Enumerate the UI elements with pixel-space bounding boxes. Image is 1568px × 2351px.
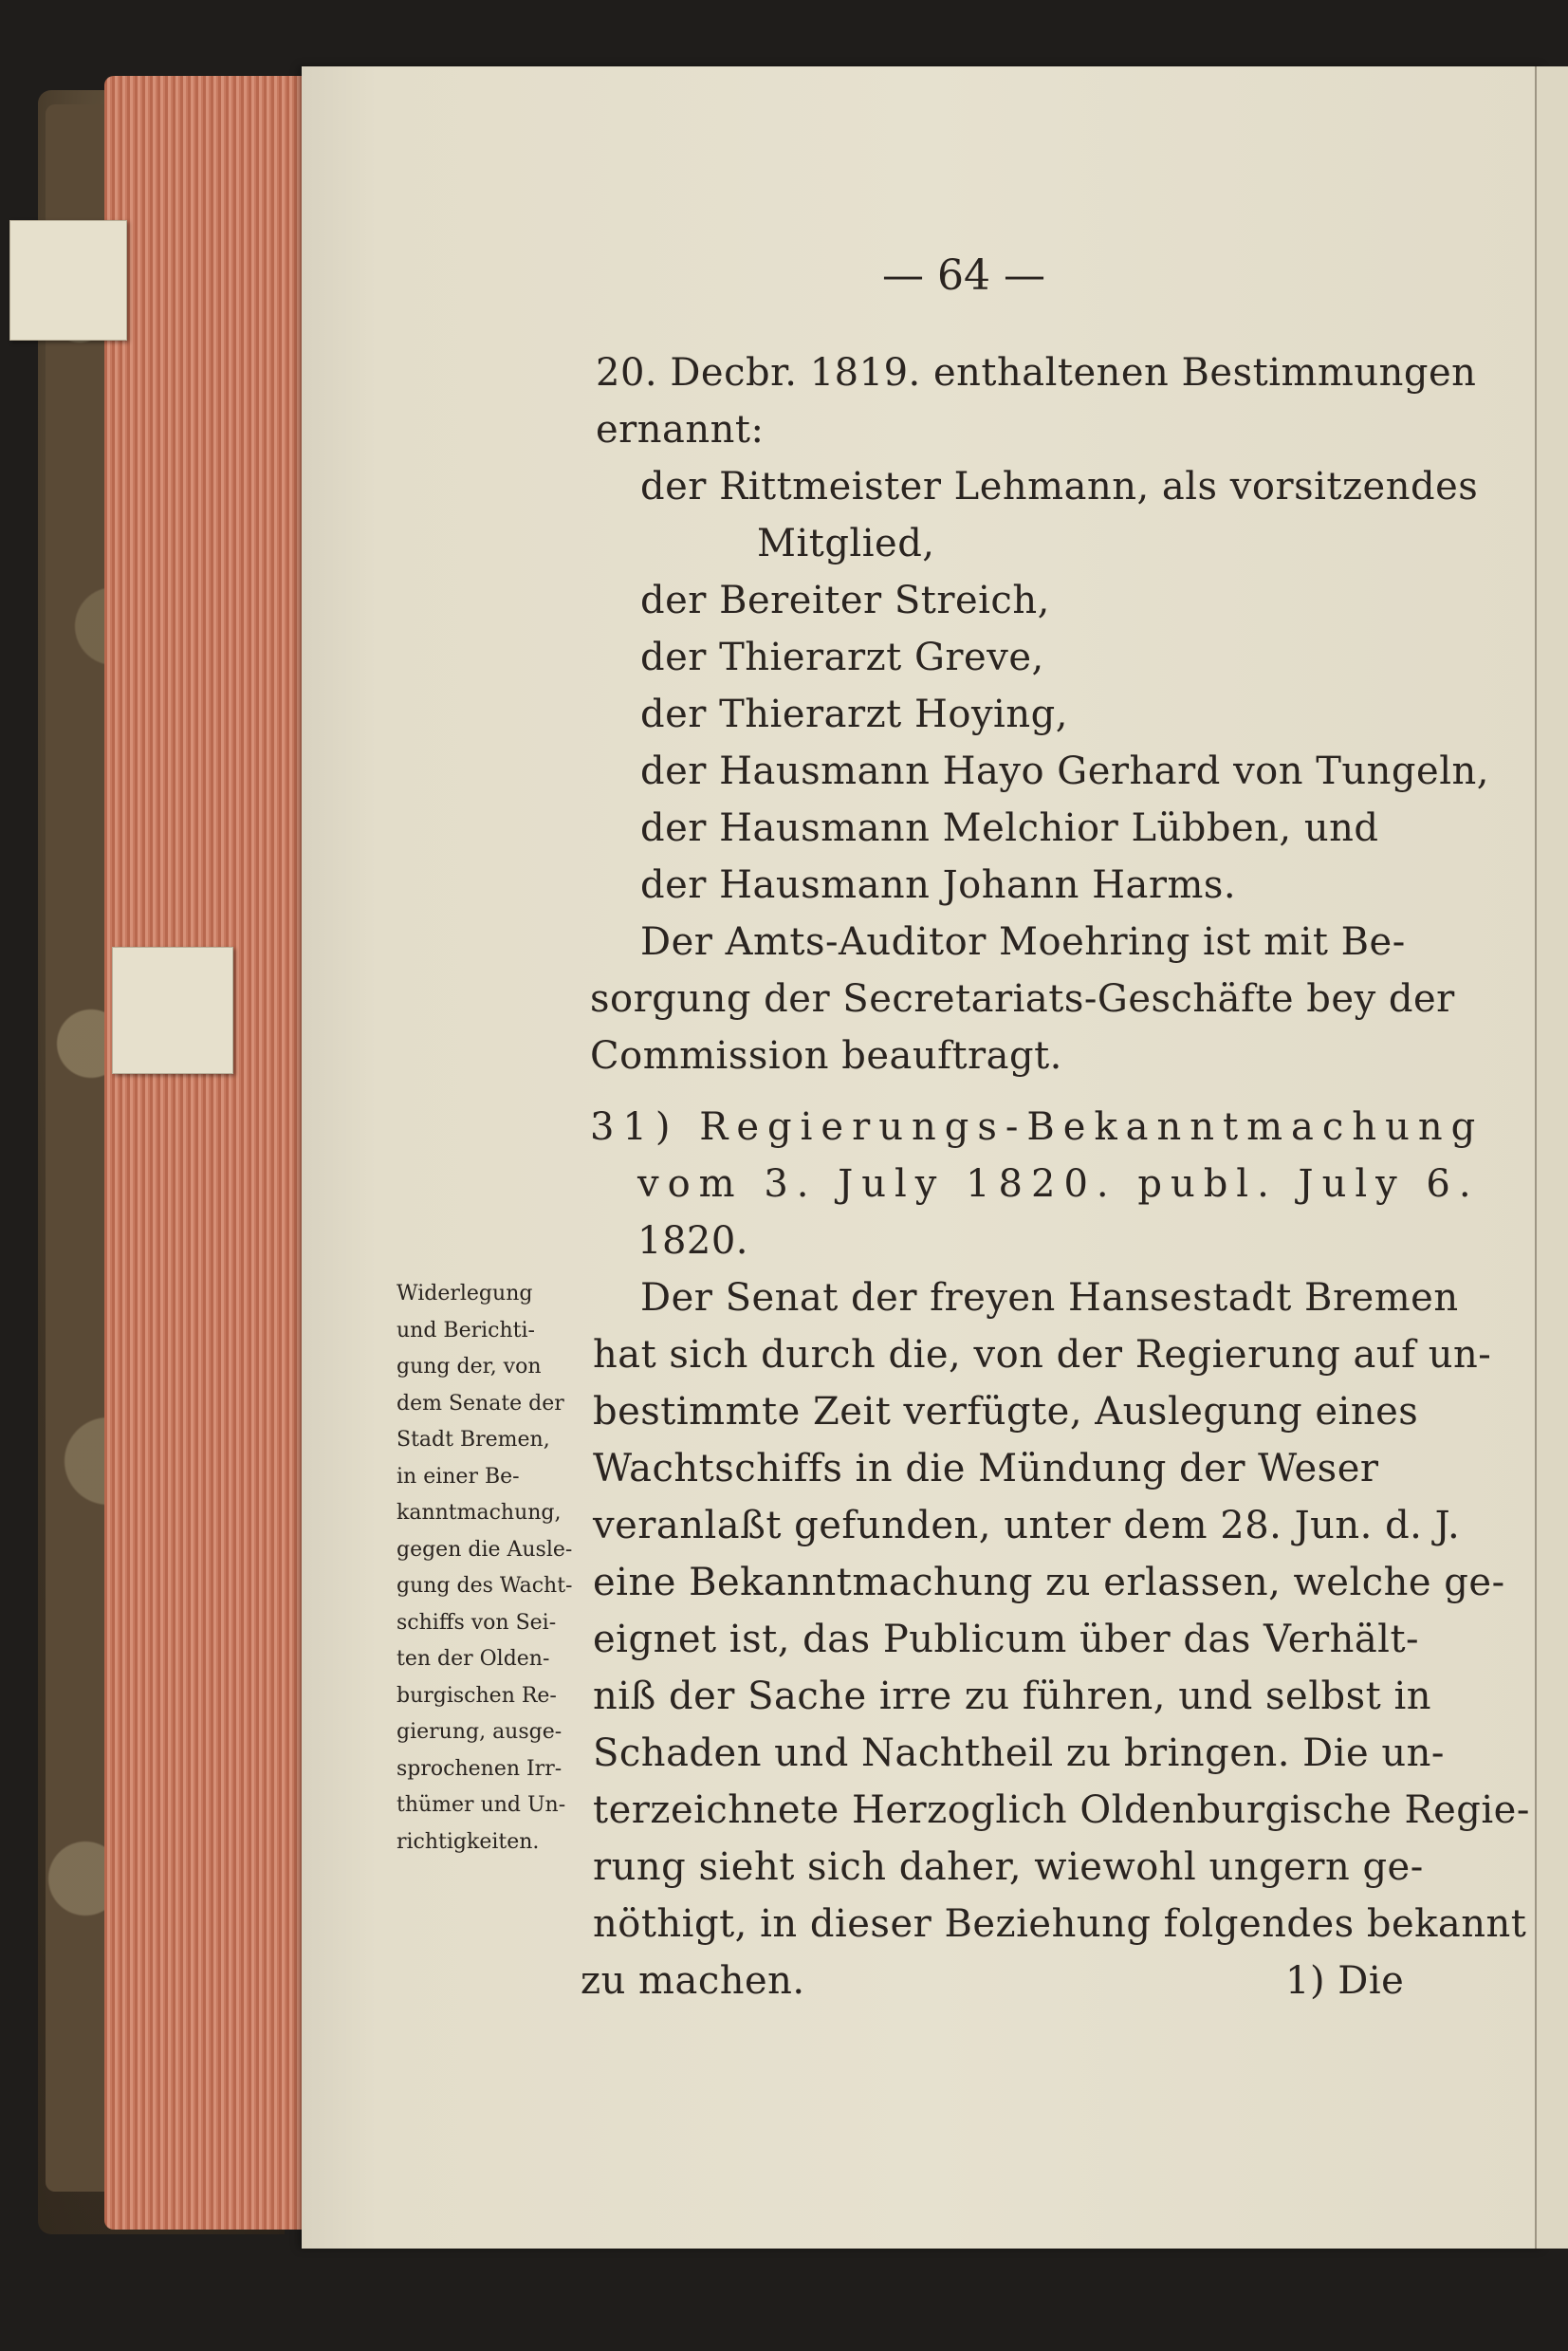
margin-note-line: ten der Olden- [397, 1647, 550, 1671]
margin-note-line: kanntmachung, [397, 1501, 562, 1525]
text-line: ernannt: [596, 408, 765, 452]
text-line: der Thierarzt Greve, [640, 636, 1044, 679]
catchword: 1) Die [1285, 1959, 1405, 2003]
margin-note-line: burgischen Re- [397, 1683, 557, 1708]
text-line: eine Bekanntmachung zu erlassen, welche ge- [593, 1561, 1505, 1604]
page-edges [104, 76, 332, 2230]
text-line: rung sieht sich daher, wiewohl ungern ge- [593, 1845, 1424, 1889]
text-line: Der Amts-Auditor Moehring ist mit Be- [640, 920, 1406, 964]
text-line: Schaden und Nachtheil zu bringen. Die un- [593, 1731, 1445, 1775]
text-line: veranlaßt gefunden, unter dem 28. Jun. d. J. [593, 1504, 1461, 1547]
text-line: eignet ist, das Publicum über das Verhält- [593, 1618, 1420, 1661]
margin-note-line: Stadt Bremen, [397, 1428, 550, 1452]
section-heading: 1820. [637, 1219, 749, 1263]
margin-note-line: gierung, ausge- [397, 1720, 563, 1744]
margin-note-line: schiffs von Sei- [397, 1610, 557, 1635]
text-line: 20. Decbr. 1819. enthaltenen Bestimmungen [596, 351, 1477, 395]
text-line: der Thierarzt Hoying, [640, 693, 1068, 736]
margin-note-line: richtigkeiten. [397, 1829, 540, 1854]
margin-note-line: in einer Be- [397, 1464, 520, 1489]
page-number: — 64 — [882, 251, 1045, 300]
margin-note-line: sprochenen Irr- [397, 1756, 563, 1781]
bookmark-tab-middle [112, 947, 233, 1074]
section-heading: vom 3. July 1820. publ. July 6. [637, 1162, 1480, 1206]
margin-note-line: gegen die Ausle- [397, 1537, 573, 1562]
margin-note-line: und Berichti- [397, 1318, 535, 1342]
text-line: hat sich durch die, von der Regierung auf un- [593, 1333, 1492, 1377]
text-line: bestimmte Zeit verfügte, Auslegung eines [593, 1390, 1419, 1434]
text-line: zu machen. [581, 1959, 805, 2003]
text-line: der Hausmann Hayo Gerhard von Tungeln, [640, 750, 1489, 793]
margin-note-line: gung des Wacht- [397, 1574, 573, 1598]
text-line: der Rittmeister Lehmann, als vorsitzendes [640, 465, 1479, 509]
margin-note-line: thümer und Un- [397, 1793, 566, 1817]
text-line: Commission beauftragt. [590, 1034, 1062, 1078]
next-page-edge [1535, 66, 1568, 2249]
text-line: Der Senat der freyen Hansestadt Bremen [640, 1276, 1459, 1320]
text-line: Wachtschiffs in die Mündung der Weser [593, 1447, 1379, 1490]
margin-note-line: dem Senate der [397, 1391, 564, 1416]
text-line: der Hausmann Johann Harms. [640, 863, 1237, 907]
text-line: terzeichnete Herzoglich Oldenburgische Regie- [593, 1788, 1530, 1832]
text-line: niß der Sache irre zu führen, und selbst in [593, 1675, 1431, 1718]
text-line: sorgung der Secretariats-Geschäfte bey der [590, 977, 1455, 1021]
margin-note-line: gung der, von [397, 1355, 542, 1379]
text-line: der Bereiter Streich, [640, 579, 1050, 622]
margin-note-line: Widerlegung [397, 1282, 533, 1305]
text-line: nöthigt, in dieser Beziehung folgendes bekannt [593, 1902, 1527, 1946]
bookmark-tab-top [9, 220, 127, 341]
margin-note [397, 1276, 572, 1860]
section-heading: 31) Regierungs-Bekanntmachung [590, 1105, 1485, 1149]
text-line: der Hausmann Melchior Lübben, und [640, 806, 1379, 850]
text-line: Mitglied, [757, 522, 935, 565]
